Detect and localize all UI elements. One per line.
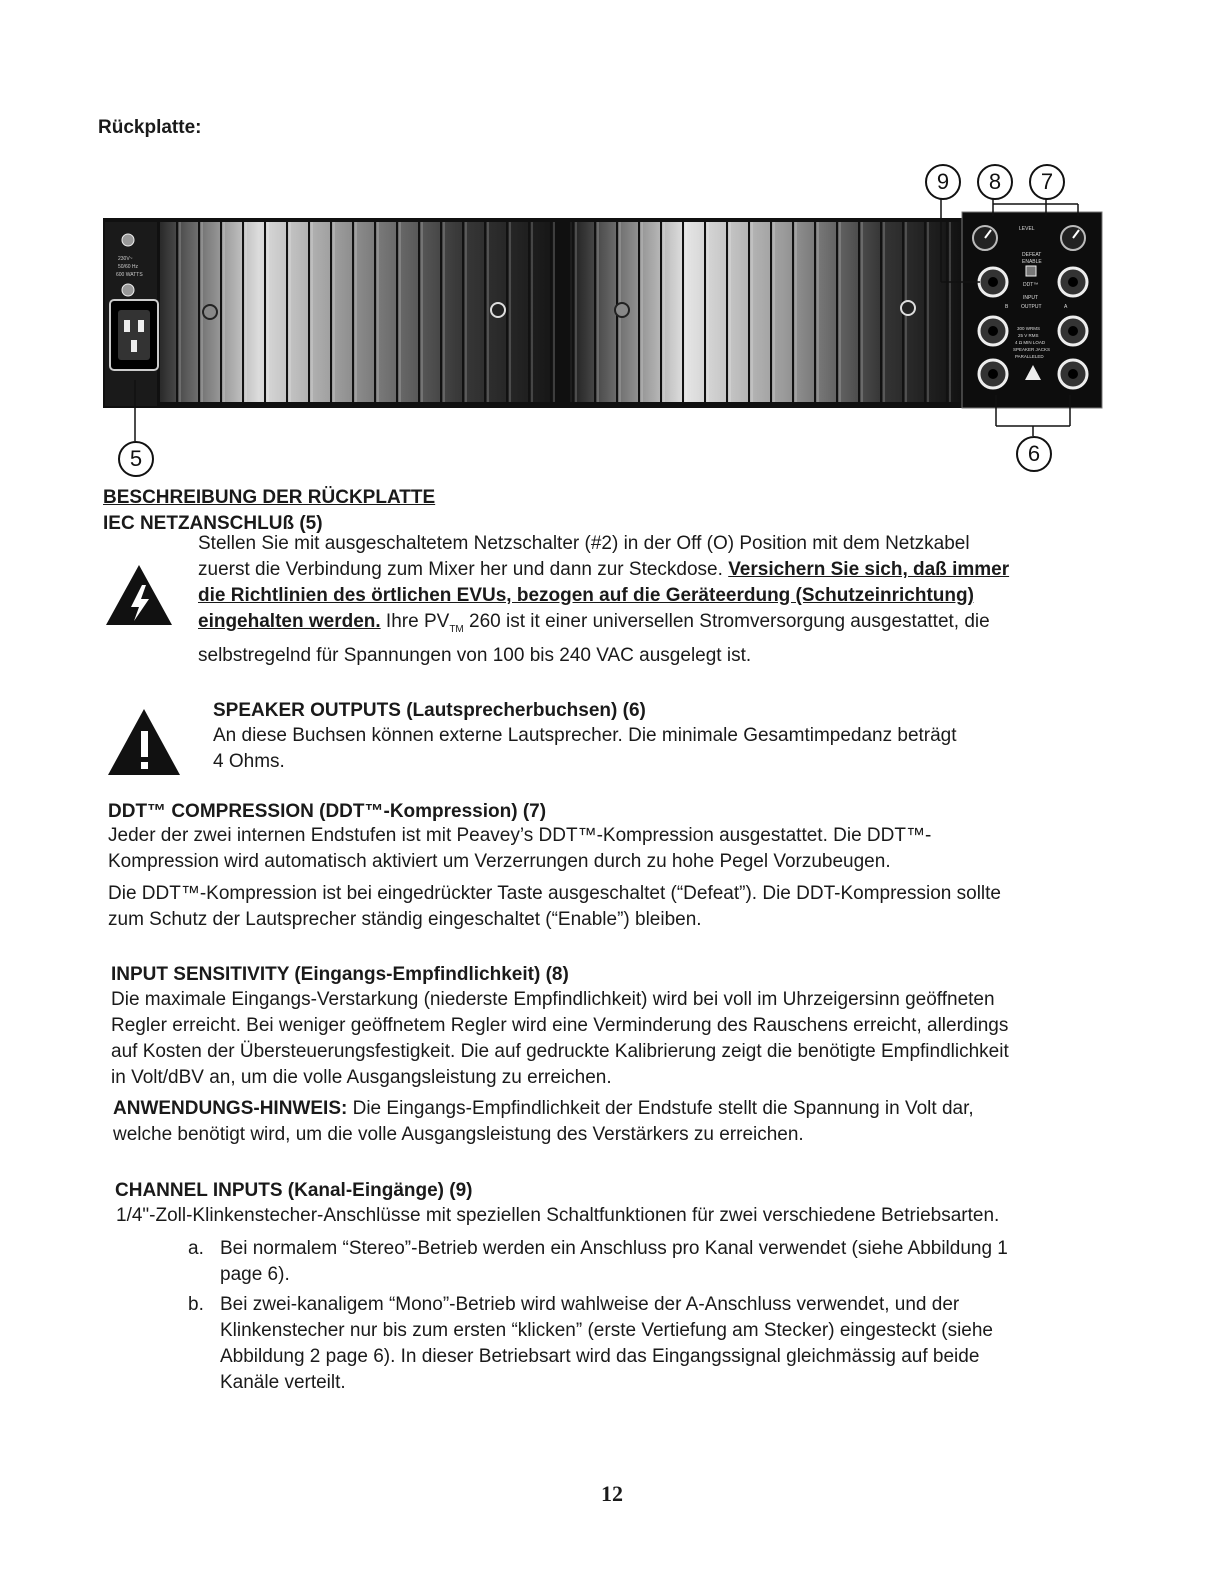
screw-icon — [901, 301, 915, 315]
callout-6: 6 — [1016, 436, 1052, 472]
channel-heading: CHANNEL INPUTS (Kanal-Eingänge) (9) — [115, 1180, 473, 1201]
electric-shock-warning-icon — [104, 563, 174, 627]
rear-panel-illustration — [0, 0, 1224, 480]
level-label: LEVEL — [1019, 226, 1035, 232]
screw-icon — [122, 284, 134, 296]
channel-b-label: B — [1005, 304, 1009, 310]
iec-line-3: die Richtlinien des örtlichen EVUs, bezogen auf die Geräteerdung (Schutzeinrichtung) — [198, 585, 974, 606]
iec-heading: IEC NETZANSCHLUß (5) — [103, 513, 323, 534]
iec-line-2: zuerst die Verbindung zum Mixer her und dann zur Steckdose. Versichern Sie sich, daß immer — [198, 559, 1010, 580]
list-marker: a. — [188, 1238, 204, 1259]
speaker-paragraph: An diese Buchsen können externe Lautsprecher. Die minimale Gesamtimpedanz beträgt 4 Ohms. — [213, 725, 957, 772]
iec-paragraph — [198, 531, 1098, 669]
page-number: 12 — [601, 1481, 623, 1506]
load-spec-line: 4 Ω MIN LOAD — [1015, 340, 1046, 345]
screw-icon — [491, 303, 505, 317]
ddt-label: DDT™ — [1023, 282, 1039, 288]
list-marker: b. — [188, 1294, 204, 1315]
section-title: Rückplatte: — [98, 117, 202, 138]
screw-icon — [203, 305, 217, 319]
load-spec-line: 25 V RMS — [1018, 333, 1039, 338]
enable-label: ENABLE — [1022, 259, 1042, 265]
ddt-heading: DDT™ COMPRESSION (DDT™-Kompression) (7) — [108, 801, 547, 822]
power-spec-line: 230V~ — [118, 256, 133, 262]
speaker-heading: SPEAKER OUTPUTS (Lautsprecherbuchsen) (6) — [213, 700, 646, 721]
ddt-switch — [1026, 266, 1036, 276]
power-spec-line: 600 WATTS — [116, 272, 143, 278]
defeat-label: DEFEAT — [1022, 252, 1042, 258]
load-spec-line: SPEAKER JACKS — [1013, 347, 1051, 352]
callout-9: 9 — [925, 164, 961, 200]
input-paragraph: Die maximale Eingangs-Verstarkung (niederste Empfindlichkeit) wird bei voll im Uhrzeigersinn geöffneten Regler erreicht. Bei weniger geöffnetem Regler wird eine Verminderung des Rauschens erreicht, allerdings auf Kosten der Übersteuerungsfestigkeit. Die auf gedruckte Kalibrierung zeigt die benötigte Empfindlichkeit in Volt/dBV an, um die volle Ausgangsleistung zu erreichen. — [111, 989, 1009, 1088]
callout-8: 8 — [977, 164, 1013, 200]
caution-warning-icon — [106, 707, 182, 777]
callout-5: 5 — [118, 441, 154, 477]
ddt-paragraph-1: Jeder der zwei internen Endstufen ist mit Peavey’s DDT™-Kompression ausgestattet. Die DDT™- Kompression wird automatisch aktiviert um Verzerrungen durch zu hohe Pegel Vorzubeugen. — [108, 825, 932, 872]
load-spec-line: PARALLELED — [1015, 354, 1044, 359]
input-heading: INPUT SENSITIVITY (Eingangs-Empfindlichkeit) (8) — [111, 964, 569, 985]
callout-7: 7 — [1029, 164, 1065, 200]
output-label: OUTPUT — [1021, 304, 1042, 310]
screw-icon — [615, 303, 629, 317]
iec-line-1: Stellen Sie mit ausgeschaltetem Netzschalter (#2) in der Off (O) Position mit dem Netzkabel — [198, 533, 970, 554]
screw-icon — [122, 234, 134, 246]
iec-line-4: eingehalten werden. Ihre $PV_{TM}$ 260 ist it einer universellen Stromversorgung ausgestattet, die — [198, 611, 990, 635]
application-note: ANWENDUNGS-HINWEIS: Die Eingangs-Empfindlichkeit der Endstufe stellt die Spannung in Volt dar, welche benötigt wird, um die volle Ausgangsleistung des Verstärkers zu erreichen. — [113, 1098, 974, 1145]
power-spec-line: 50/60 Hz — [118, 264, 139, 270]
channel-intro: 1/4"-Zoll-Klinkenstecher-Anschlüsse mit speziellen Schaltfunktionen für zwei verschiedene Betriebsarten. — [116, 1205, 1000, 1226]
iec-line-5: selbstregelnd für Spannungen von 100 bis 240 VAC ausgelegt ist. — [198, 644, 752, 666]
input-label: INPUT — [1023, 295, 1038, 301]
application-note-label: ANWENDUNGS-HINWEIS: — [113, 1098, 348, 1119]
channel-a-label: A — [1064, 304, 1068, 310]
load-spec-line: 300 WRMS — [1017, 326, 1041, 331]
description-heading: BESCHREIBUNG DER RÜCKPLATTE — [103, 487, 436, 508]
iec-warning-emphasis: Versichern Sie sich, daß immer — [728, 559, 1010, 580]
ddt-paragraph-2: Die DDT™-Kompression ist bei eingedrückter Taste ausgeschaltet (“Defeat”). Die DDT-Kompression sollte zum Schutz der Lautsprecher ständig eingeschaltet (“Enable”) bleiben. — [108, 883, 1001, 930]
